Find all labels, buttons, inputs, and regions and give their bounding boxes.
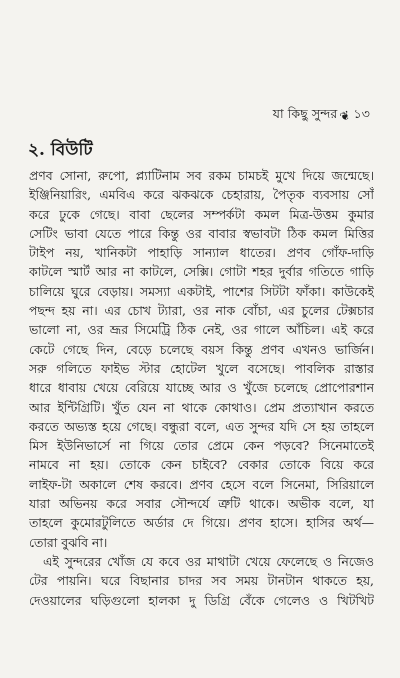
text-line: নামবে না হয়। তোকে কেন চাইবে? বেকার তোকে বিয়ে করে	[29, 457, 374, 473]
text-line: প্রণব সোনা, রুপো, প্ল্যাটিনাম সব রকম চামচই মুখে দিয়ে জন্মেছে।	[29, 168, 374, 183]
text-line: ভালো না, ওর ভ্রূর সিমেট্রি ঠিক নেই, ওর গালে আঁচিল। এই করে	[29, 322, 374, 338]
text-line: তোরা বুঝবি না।	[29, 534, 108, 550]
text-line: লাইফ-টা অকালে শেষ করবে। প্রণব হেসে বলে সিনেমা, সিরিয়ালে	[29, 476, 374, 492]
text-line: কাটলে স্মার্ট আর না কাটলে, সেক্সি। গোটা শহর দুর্বার গতিতে গাড়ি	[29, 264, 374, 280]
text-line: সেটিং ভাবা যেতে পারে কিন্তু ওর বাবার স্বভাবটা ঠিক কমল মিত্তির	[29, 225, 374, 241]
running-title: যা কিছু সুন্দর	[272, 106, 338, 121]
page-number: ১৩	[353, 106, 370, 121]
fleuron-icon: ❦	[338, 107, 353, 125]
text-line: মিস ইউনিভার্সে না গিয়ে তোর প্রেমে কেন পড়বে? সিনেমাতেই	[29, 438, 374, 454]
text-line: ধারে ধাবায় খেয়ে বেরিয়ে যাচ্ছে আর ও খুঁজে চলেছে প্রোপোরশান	[29, 380, 374, 396]
text-line: চালিয়ে ঘুরে বেড়ায়। সমস্যা একটাই, পাশের সিটটা ফাঁকা। কাউকেই	[29, 283, 374, 299]
running-header	[273, 106, 370, 126]
text-line: তাহলে কুমোরটুলিতে অর্ডার দে গিয়ে। প্রণব হাসে। হাসির অর্থ—	[29, 515, 374, 531]
text-line: দেওয়ালের ঘড়িগুলো হালকা দু ডিগ্রি বেঁকে গেলেও ও খিটখিট	[29, 592, 374, 608]
text-line: ইঞ্জিনিয়ারিং, এমবিএ করে ঝকঝকে চেহারায়, পৈতৃক ব্যবসায় সোঁ	[29, 187, 374, 203]
text-line: করতে অভ্যস্ত হয়ে গেছে। বন্ধুরা বলে, এত সুন্দর যদি সে হয় তাহলে	[29, 418, 374, 434]
text-line: কেটে গেছে দিন, বেড়ে চলেছে বয়স কিন্তু প্রণব এখনও ভার্জিন।	[29, 341, 374, 357]
chapter-heading: ২. বিউটি	[28, 140, 93, 160]
body-text	[29, 166, 374, 610]
text-line: পছন্দ হয় না। এর চোখ ট্যারা, ওর নাক বোঁচা, এর চুলের টেক্সচার	[29, 303, 374, 319]
text-line: করে ঢুকে গেছে। বাবা ছেলের সম্পর্কটা কমল মিত্র-উত্তম কুমার	[29, 206, 374, 222]
text-line: আর ইন্টিগ্রিটি। খুঁত যেন না থাকে কোথাও। প্রেম প্রত্যাখান করতে	[29, 399, 374, 415]
text-line: যারা অভিনয় করে সবার সৌন্দর্যে ত্রুটি থাকে। অভীক বলে, যা	[29, 496, 374, 512]
text-line: এই সুন্দরের খোঁজ যে কবে ওর মাথাটা খেয়ে ফেলেছে ও নিজেও	[43, 553, 374, 569]
text-line: সরু গলিতে ফাইভ স্টার হোটেল খুলে বসেছে। পাবলিক রাস্তার	[29, 360, 374, 376]
text-line: টাইপ নয়, খানিকটা পাহাড়ি সান্যাল ধাতের। প্রণব গোঁফ-দাড়ি	[29, 245, 374, 261]
text-line: টের পায়নি। ঘরে বিছানার চাদর সব সময় টানটান থাকতে হয়,	[29, 573, 374, 589]
